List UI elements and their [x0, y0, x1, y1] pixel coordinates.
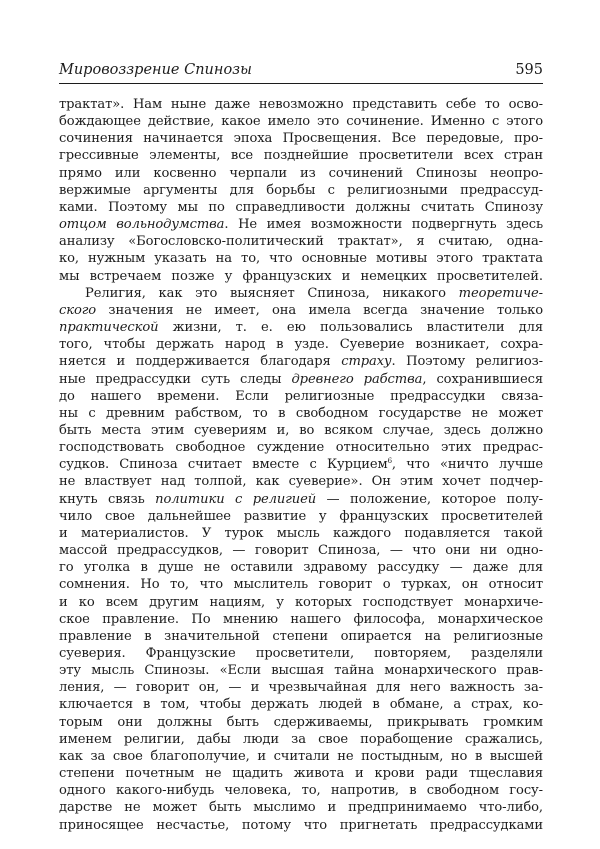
text-fragment: Религия, как это выясняет Спиноза, никакого: [85, 285, 459, 301]
text-line: ками. Поэтому мы по справедливости должны считать Спинозу: [59, 199, 543, 215]
text-line: массой предрассудков, — говорит Спиноза, — что они ни одно-: [59, 543, 543, 559]
text-line: [59, 371, 543, 388]
text-line: сочинения начинается эпоха Просвещения. Все передовые, про-: [59, 131, 543, 147]
text-line: [59, 456, 543, 473]
text-line: вержимые аргументы для борьбы с религиозными предрассуд-: [59, 182, 543, 198]
paragraph-2: [59, 285, 543, 834]
text-line: мы встречаем позже у французских и немецких просветителей.: [59, 268, 543, 284]
text-line: суеверия. Французские просветители, повторяем, разделяли: [59, 646, 543, 661]
text-line: не властвует над толпой, как суеверие». Он этим хочет подчер-: [59, 474, 543, 490]
text-line: [59, 353, 543, 370]
text-line: одного какого-нибудь человека, то, напротив, в свободном госу-: [59, 783, 543, 799]
text-line: грессивные элементы, все позднейшие просветители всех стран: [59, 148, 543, 164]
text-fragment: , сохранившиеся: [422, 371, 544, 387]
page-number: 595: [515, 62, 543, 78]
text-line: [59, 302, 543, 319]
text-line: быть места этим суевериям и, во всяком случае, здесь должно: [59, 422, 543, 438]
text-line: именем религии, дабы люди за свое порабощение сражались,: [59, 731, 543, 747]
text-fragment: судков. Спиноза считает вместе с Курцием: [59, 457, 388, 473]
text-line: бождающее действие, какое имело это сочинение. Именно с этого: [59, 114, 543, 130]
text-line: ское правление. По мнению нашего философа, монархическое: [59, 611, 543, 627]
text-line: анализу «Богословско-политический трактат», я считаю, одна-: [59, 234, 543, 250]
italic-phrase: политики с религией: [155, 491, 317, 507]
text-line: [59, 319, 543, 336]
text-line: трактат». Нам ныне даже невозможно представить себе то осво-: [59, 97, 543, 112]
text-line: эту мысль Спинозы. «Если высшая тайна монархического прав-: [59, 663, 543, 679]
italic-phrase: ского: [59, 302, 97, 318]
text-line: ко, нужным указать на то, что основные мотивы этого трактата: [59, 251, 543, 267]
body-text: [59, 96, 543, 834]
text-line: господствовать свободное суждение относительно этих предрас-: [59, 440, 543, 456]
text-line: как за свое благополучие, и считали не постыдным, но в высшей: [59, 748, 543, 764]
text-fragment: кнуть связь: [59, 491, 156, 507]
text-fragment: . Поэтому религиоз-: [391, 354, 543, 370]
text-fragment: ные предрассудки суть следы: [59, 371, 292, 387]
text-fragment: . Не имея возможности подвергнуть здесь: [224, 217, 544, 233]
text-line: и материалистов. У турок мысль каждого подавляется такой: [59, 525, 543, 541]
text-fragment: значения не имеет, она имела всегда значение только: [96, 302, 543, 318]
text-line: торым они должны быть сдерживаемы, прикрывать громким: [59, 714, 543, 730]
text-line: ления, — говорит он, — и чрезвычайная для него важность за-: [59, 680, 543, 696]
text-line: ны с древним рабством, то в свободном государстве не может: [59, 405, 543, 421]
running-title: Мировоззрение Спинозы: [59, 62, 252, 78]
footnote-marker[interactable]: 6: [387, 457, 392, 466]
text-line: [59, 285, 543, 302]
italic-phrase: отцом вольнодумства: [59, 217, 225, 233]
text-line: прямо или косвенно черпали из сочинений Спинозы неопро-: [59, 165, 543, 181]
text-line: приносящее несчастье, потому что пригнетать предрассудками: [59, 817, 543, 833]
italic-phrase: страху: [341, 354, 392, 370]
text-line: [59, 491, 543, 508]
text-line: дарстве не может быть мыслимо и предпринимаемо что-либо,: [59, 800, 543, 816]
text-line: того, чтобы держать народ в узде. Суеверие возникает, сохра-: [59, 337, 543, 353]
text-fragment: жизни, т. е. ею пользовались властители для: [158, 320, 543, 336]
text-line: го уголка в душе не оставили здравому рассудку — даже для: [59, 560, 543, 576]
text-line: чило свое дальнейшее развитие у французских просветителей: [59, 508, 543, 524]
text-line: правление в значительной степени опирается на религиозные: [59, 628, 543, 644]
italic-phrase: практической: [59, 320, 159, 336]
text-fragment: няется и поддерживается благодаря: [59, 354, 342, 370]
paragraph-1: [59, 96, 543, 285]
text-line: и ко всем другим нациям, у которых господствует монархиче-: [59, 594, 543, 610]
text-fragment: — положение, которое полу-: [316, 491, 543, 507]
text-line: до нашего времени. Если религиозные предрассудки связа-: [59, 388, 543, 404]
running-head: [59, 60, 543, 84]
text-line: сомнения. Но то, что мыслитель говорит о турках, он относит: [59, 577, 543, 593]
italic-phrase: теоретиче-: [458, 285, 543, 301]
italic-phrase: древнего рабства: [291, 371, 423, 387]
text-line: [59, 216, 543, 233]
text-line: степени почетным не щадить живота и крови ради тщеславия: [59, 766, 543, 782]
text-line: ключается в том, чтобы держать людей в обмане, а страх, ко-: [59, 697, 543, 713]
book-page: [59, 60, 543, 834]
text-fragment: , что «ничто лучше: [391, 457, 543, 473]
